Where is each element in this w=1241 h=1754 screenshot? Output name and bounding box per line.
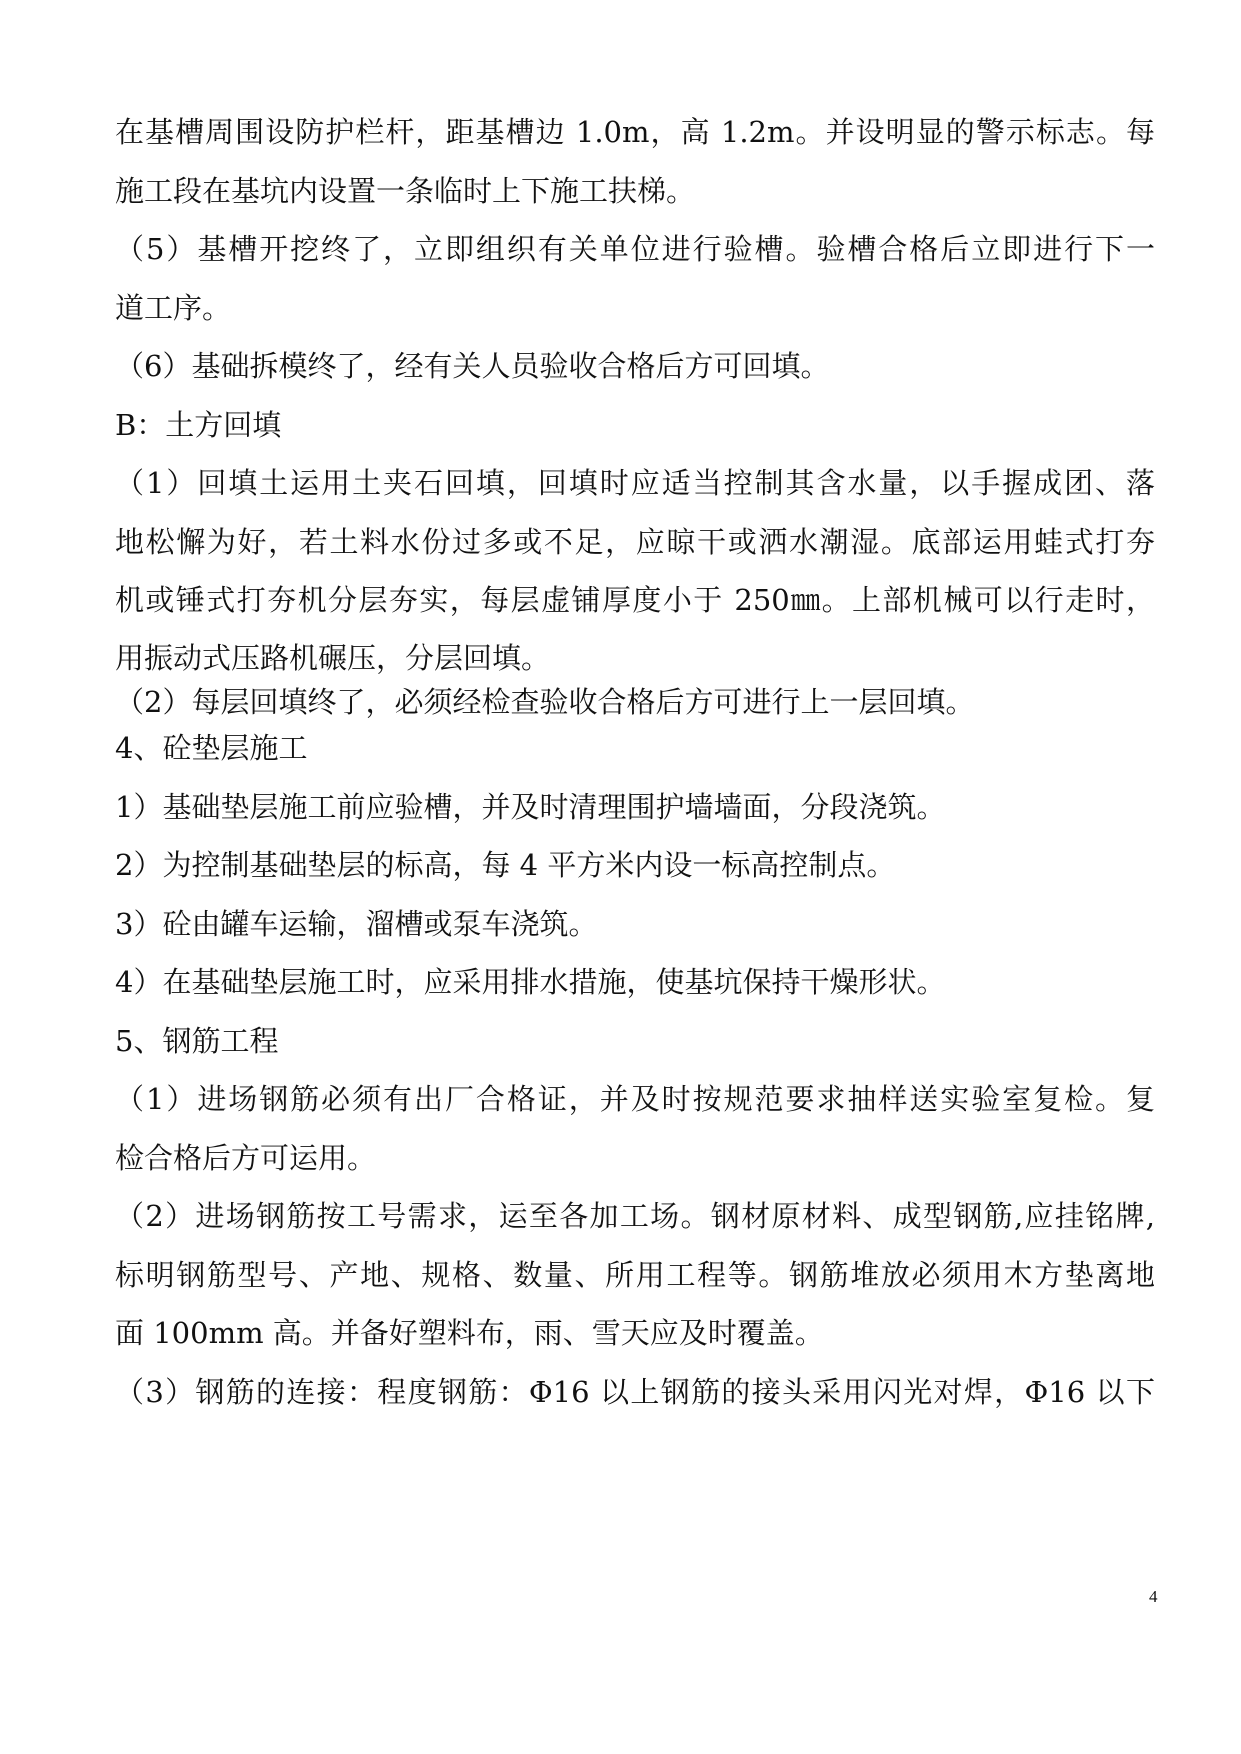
text-line: 道工序。 bbox=[115, 291, 232, 325]
list-item: 2）为控制基础垫层的标高，每 4 平方米内设一标高控制点。 bbox=[115, 848, 896, 882]
text-line: （6）基础拆模终了，经有关人员验收合格后方可回填。 bbox=[115, 349, 830, 383]
text-line: 地松懈为好，若土料水份过多或不足，应晾干或洒水潮湿。底部运用蛙式打夯 bbox=[115, 525, 1155, 559]
text-line: 施工段在基坑内设置一条临时上下施工扶梯。 bbox=[115, 174, 696, 208]
text-line: （3）钢筋的连接：程度钢筋：Φ16 以上钢筋的接头采用闪光对焊，Φ16 以下 bbox=[115, 1375, 1155, 1409]
list-item: 4）在基础垫层施工时，应采用排水措施，使基坑保持干燥形状。 bbox=[115, 965, 946, 999]
list-item: 1）基础垫层施工前应验槽，并及时清理围护墙墙面，分段浇筑。 bbox=[115, 790, 946, 824]
text-line: 检合格后方可运用。 bbox=[115, 1141, 377, 1175]
text-line: （5）基槽开挖终了，立即组织有关单位进行验槽。验槽合格后立即进行下一 bbox=[115, 232, 1155, 266]
text-line: （2）进场钢筋按工号需求，运至各加工场。钢材原材料、成型钢筋,应挂铭牌, bbox=[115, 1199, 1155, 1233]
section-heading: B：土方回填 bbox=[115, 408, 282, 442]
text-line: 在基槽周围设防护栏杆，距基槽边 1.0m，高 1.2m。并设明显的警示标志。每 bbox=[115, 115, 1155, 149]
text-line: 标明钢筋型号、产地、规格、数量、所用工程等。钢筋堆放必须用木方垫离地 bbox=[115, 1258, 1155, 1292]
text-line: （1）进场钢筋必须有出厂合格证，并及时按规范要求抽样送实验室复检。复 bbox=[115, 1082, 1155, 1116]
section-heading: 5、钢筋工程 bbox=[115, 1024, 279, 1058]
page-number: 4 bbox=[1149, 1587, 1158, 1606]
text-line: 用振动式压路机碾压，分层回填。 bbox=[115, 641, 551, 675]
text-line: （2）每层回填终了，必须经检查验收合格后方可进行上一层回填。 bbox=[115, 685, 975, 719]
text-line: 机或锤式打夯机分层夯实，每层虚铺厚度小于 250㎜。上部机械可以行走时， bbox=[115, 583, 1155, 617]
text-line: （1）回填土运用土夹石回填，回填时应适当控制其含水量，以手握成团、落 bbox=[115, 466, 1155, 500]
text-line: 面 100mm 高。并备好塑料布，雨、雪天应及时覆盖。 bbox=[115, 1316, 824, 1350]
list-item: 3）砼由罐车运输，溜槽或泵车浇筑。 bbox=[115, 907, 598, 941]
section-heading: 4、砼垫层施工 bbox=[115, 731, 308, 765]
